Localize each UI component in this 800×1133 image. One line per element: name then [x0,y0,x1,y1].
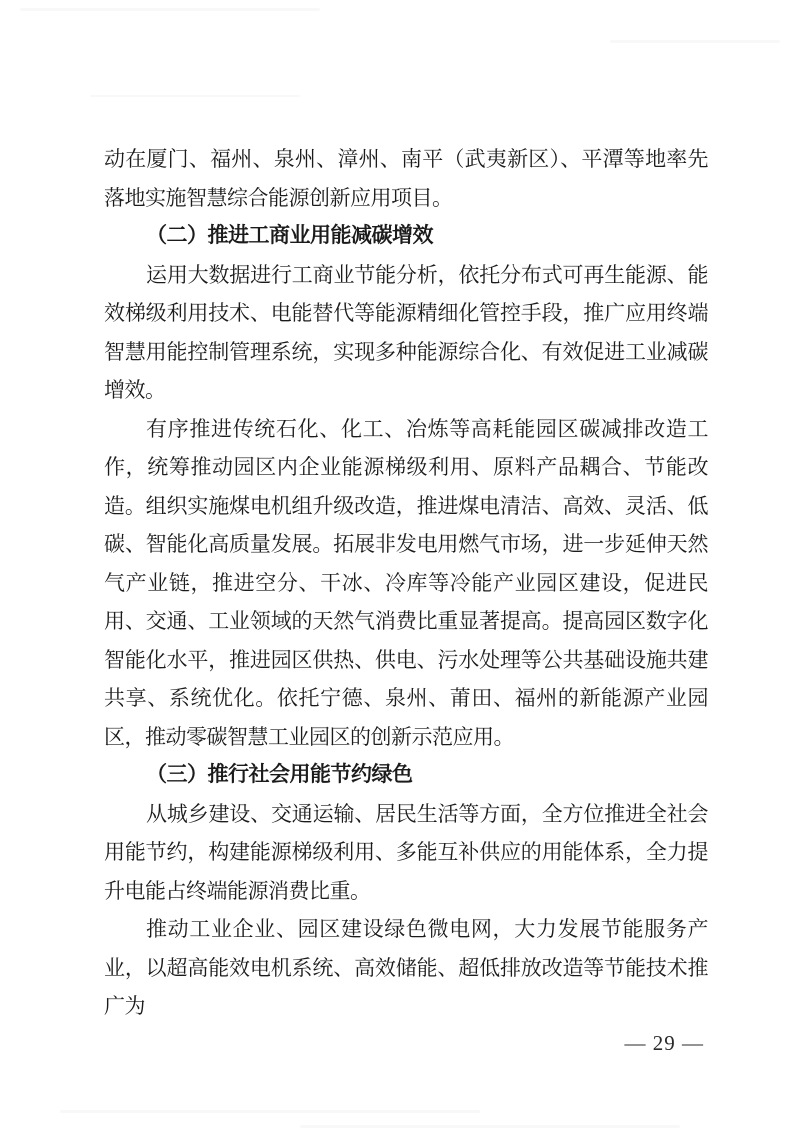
scan-artifact [60,1110,480,1113]
paragraph: 运用大数据进行工商业节能分析，依托分布式可再生能源、能效梯级利用技术、电能替代等能源精细化管控手段，推广应用终端智慧用能控制管理系统，实现多种能源综合化、有效促进工业减碳增效。 [104,262,708,402]
document-body [104,140,708,1026]
page-number: — 29 — [624,1031,704,1055]
paragraph: 从城乡建设、交通运输、居民生活等方面，全方位推进全社会用能节约，构建能源梯级利用、多能互补供应的用能体系，全力提升电能占终端能源消费比重。 [104,801,708,903]
paragraph: 动在厦门、福州、泉州、漳州、南平（武夷新区）、平潭等地率先落地实施智慧综合能源创新应用项目。 [104,147,708,210]
section-heading: （二）推进工商业用能减碳增效 [146,224,433,247]
scan-artifact [90,95,300,97]
paragraph: 推动工业企业、园区建设绿色微电网，大力发展节能服务产业，以超高能效电机系统、高效储能、超低排放改造等节能技术推广为 [104,917,708,1018]
scan-artifact [300,1125,680,1128]
scan-artifact [20,8,320,11]
scan-artifact [610,40,780,43]
paragraph: 有序推进传统石化、化工、冶炼等高耗能园区碳减排改造工作，统筹推动园区内企业能源梯级利用、原料产品耦合、节能改造。组织实施煤电机组升级改造，推进煤电清洁、高效、灵活、低碳、智能化高质量发展。拓展非发电用燃气市场，进一步延伸天然气产业链，推进空分、干冰、冷库等冷能产业园区建设，促进民用、交通、工业领域的天然气消费比重显著提高。提高园区数字化智能化水平，推进园区供热、供电、污水处理等公共基础设施共建共享、系统优化。依托宁德、泉州、莆田、福州的新能源产业园区，推动零碳智慧工业园区的创新示范应用。 [104,416,708,749]
page-footer [625,1028,705,1058]
section-heading: （三）推行社会用能节约绿色 [146,763,413,786]
